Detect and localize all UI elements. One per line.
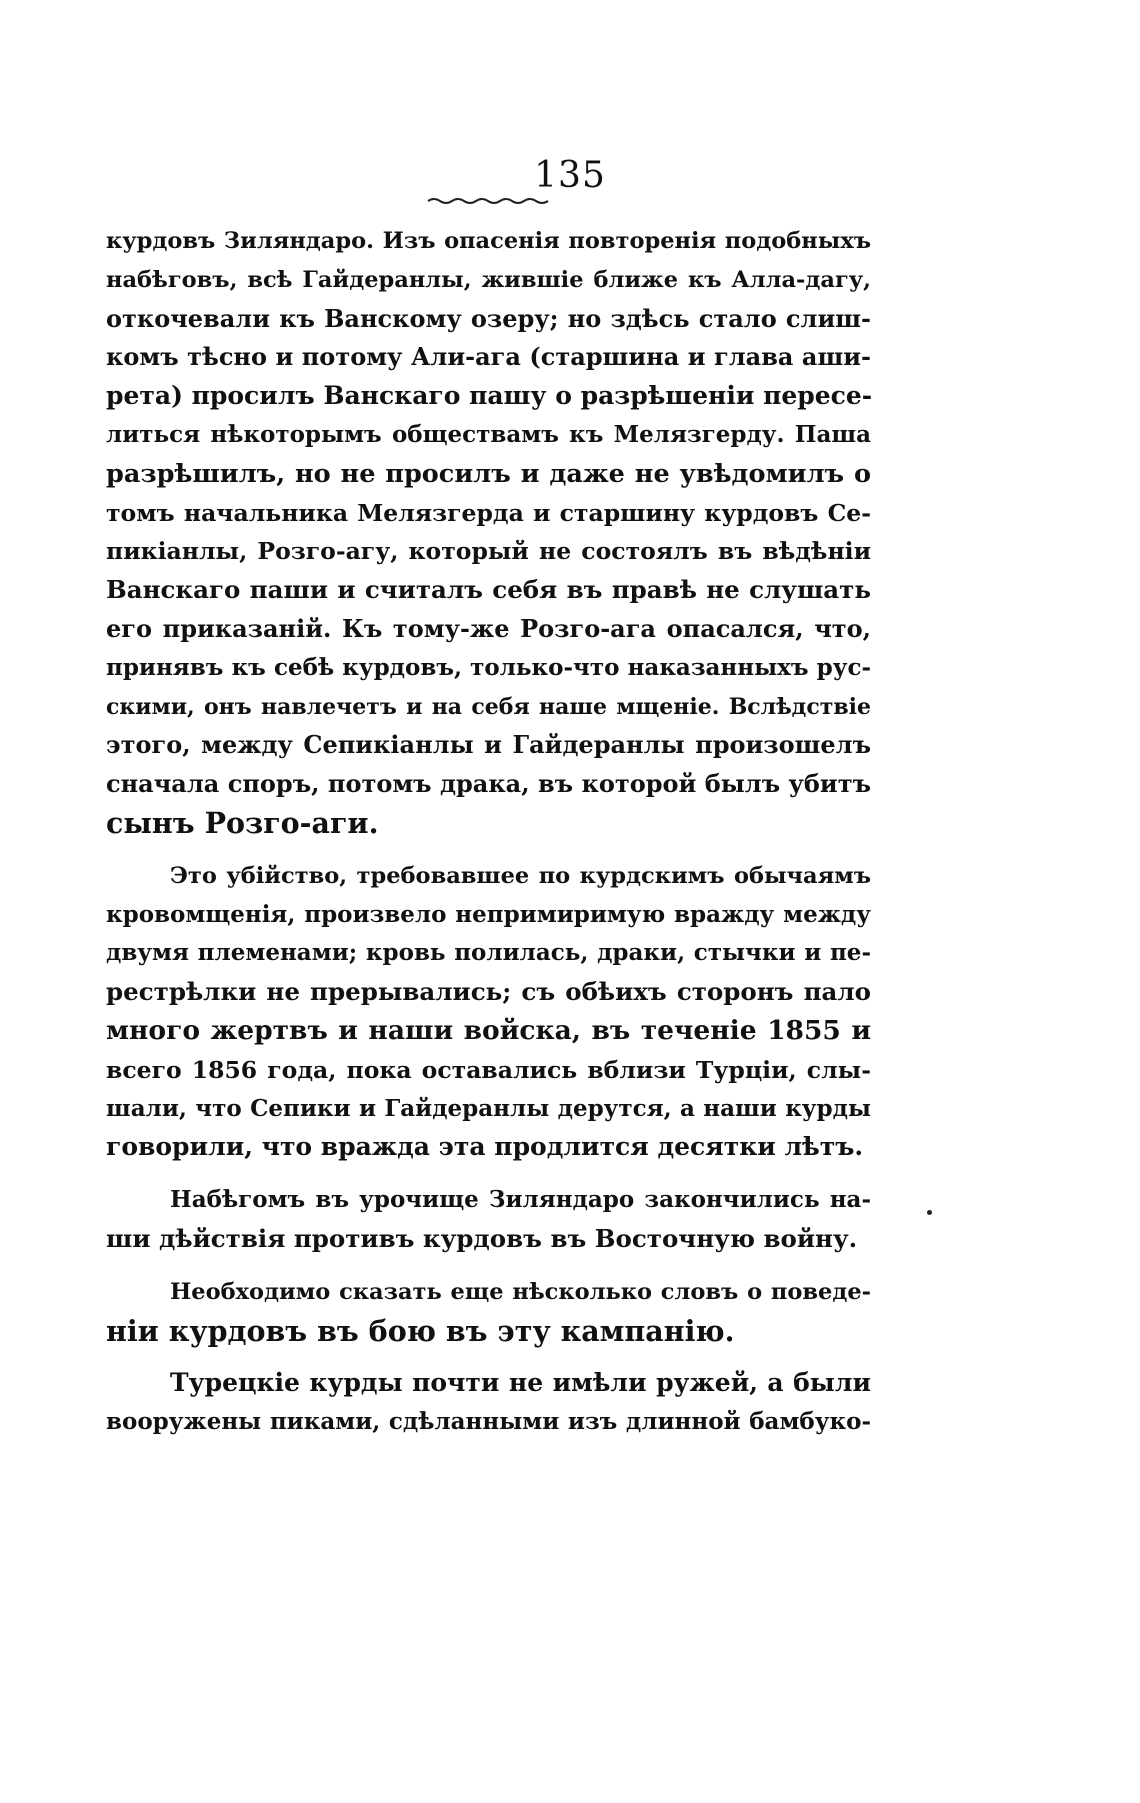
text-line: говорили, что вражда эта продлится десятки лѣтъ. <box>106 1132 864 1162</box>
text-line: Турецкіе курды почти не имѣли ружей, а были <box>170 1368 871 1398</box>
ink-speck <box>927 1210 932 1215</box>
text-line: двумя племенами; кровь полилась, драки, стычки и пе- <box>106 939 871 967</box>
text-line: этого, между Сепикіанлы и Гайдеранлы произошелъ <box>106 730 871 760</box>
paragraph-4 <box>106 1273 871 1351</box>
text-line: Необходимо сказать еще нѣсколько словъ о поведе- <box>170 1278 871 1305</box>
text-line: кровомщенія, произвело непримиримую вражду между <box>106 900 871 928</box>
paragraph-3 <box>106 1181 871 1259</box>
text-line: его приказаній. Къ тому-же Розго-ага опасался, что, <box>106 613 871 643</box>
paragraph-1 <box>106 222 871 843</box>
text-line: вооружены пиками, сдѣланными изъ длинной бамбуко- <box>106 1408 871 1436</box>
text-line: курдовъ Зиляндаро. Изъ опасенія повторенія подобныхъ <box>106 228 871 254</box>
text-line: рета) просилъ Ванскаго пашу о разрѣшеніи пересе- <box>106 381 873 411</box>
text-line: принявъ къ себѣ курдовъ, только-что наказанныхъ рус- <box>106 653 871 681</box>
text-line: разрѣшилъ, но не просилъ и даже не увѣдомилъ о <box>106 458 871 489</box>
text-line: набѣговъ, всѣ Гайдеранлы, жившіе ближе къ Алла-дагу, <box>106 266 871 293</box>
text-line: всего 1856 года, пока оставались вблизи Турціи, слы- <box>106 1055 871 1084</box>
text-line: много жертвъ и наши войска, въ теченіе 1855 и <box>106 1014 871 1046</box>
page-number: 135 <box>534 155 606 196</box>
text-line: рестрѣлки не прерывались; съ обѣихъ сторонъ пало <box>106 977 871 1007</box>
text-line: сынъ Розго-аги. <box>106 805 379 840</box>
paragraph-2 <box>106 857 871 1167</box>
paragraph-5 <box>106 1364 871 1442</box>
text-line: Ванскаго паши и считалъ себя въ правѣ не слушать <box>106 575 871 605</box>
text-line: Набѣгомъ въ урочище Зиляндаро закончились на- <box>170 1186 871 1214</box>
body-text <box>106 222 871 1442</box>
text-line: пикіанлы, Розго-агу, который не состоялъ въ вѣдѣніи <box>106 537 871 566</box>
text-line: откочевали къ Ванскому озеру; но здѣсь стало слиш- <box>106 303 871 333</box>
text-line: Это убійство, требовавшее по курдскимъ обычаямъ <box>170 862 871 889</box>
text-line: литься нѣкоторымъ обществамъ къ Мелязгерду. Паша <box>106 420 871 448</box>
text-line: комъ тѣсно и потому Али-ага (старшина и глава аши- <box>106 342 871 372</box>
page-number-underline <box>426 196 550 206</box>
text-line: ніи курдовъ въ бою въ эту кампанію. <box>106 1313 735 1348</box>
text-line: скими, онъ навлечетъ и на себя наше мщеніе. Вслѣдствіе <box>106 693 871 720</box>
text-line: сначала споръ, потомъ драка, въ которой былъ убитъ <box>106 769 871 799</box>
text-line: шали, что Сепики и Гайдеранлы дерутся, а наши курды <box>106 1094 871 1122</box>
text-line: ши дѣйствія противъ курдовъ въ Восточную войну. <box>106 1223 858 1253</box>
text-line: томъ начальника Мелязгерда и старшину курдовъ Се- <box>106 498 871 527</box>
